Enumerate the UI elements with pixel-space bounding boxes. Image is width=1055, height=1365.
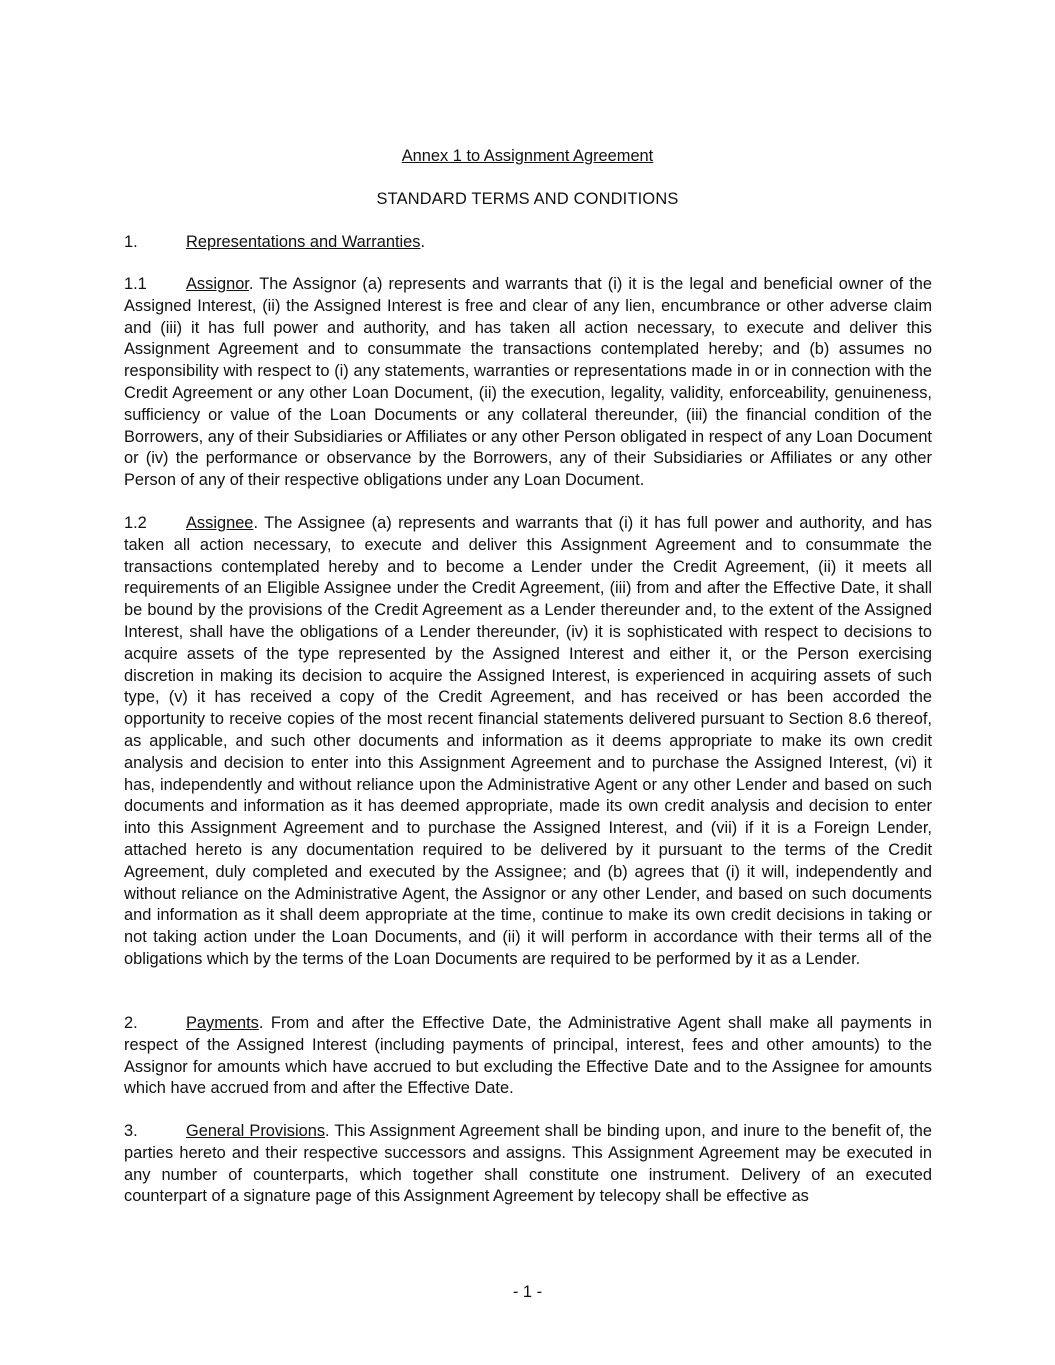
annex-title: Annex 1 to Assignment Agreement — [401, 147, 654, 165]
section-heading: Payments — [186, 1014, 259, 1032]
section-number: 3. — [124, 1122, 138, 1140]
section-2 — [124, 1013, 932, 1100]
section-heading: General Provisions — [186, 1122, 326, 1140]
section-heading: Representations and Warranties — [186, 233, 421, 251]
section-number: 1.1 — [124, 275, 147, 293]
section-body: . The Assignor (a) represents and warrants that (i) it is the legal and beneficial owner of the Assigned Interest, (ii) the Assigned Interest is free and clear of any lien, encumbrance or other adverse claim and (iii) it has full power and authority, and has taken all action necessary, to execute and deliver this Assignment Agreement and to consummate the transactions contemplated hereby; and (b) assumes no responsibility with respect to (i) any statements, warranties or representations made in or in connection with the Credit Agreement or any other Loan Document, (ii) the execution, legality, validity, enforceability, genuineness, sufficiency or value of the Loan Documents or any collateral thereunder, (iii) the financial condition of the Borrowers, any of their Subsidiaries or Affiliates or any other Person obligated in respect of any Loan Document or (iv) the performance or observance by the Borrowers, any of their Subsidiaries or Affiliates or any other Person of any of their respective obligations under any Loan Document. — [124, 275, 932, 490]
section-body: . This Assignment Agreement shall be binding upon, and inure to the benefit of, the parties hereto and their respective successors and assigns. This Assignment Agreement may be executed in any number of counterparts, which together shall constitute one instrument. Delivery of an executed counterpart of a signature page of this Assignment Agreement by telecopy shall be effective as — [124, 1122, 932, 1206]
page-number: - 1 - — [512, 1283, 543, 1301]
section-1 — [124, 232, 932, 254]
section-1-1 — [124, 274, 932, 492]
section-number: 1. — [124, 233, 138, 251]
section-number: 1.2 — [124, 514, 147, 532]
section-1-2 — [124, 513, 932, 971]
section-heading: Assignor — [186, 275, 249, 293]
section-number: 2. — [124, 1014, 138, 1032]
section-3 — [124, 1121, 932, 1208]
section-body: . The Assignee (a) represents and warrants that (i) it has full power and authority, and has taken all action necessary, to execute and deliver this Assignment Agreement and to consummate the transactions contemplated hereby and to become a Lender under the Credit Agreement, (ii) it meets all requirements of an Eligible Assignee under the Credit Agreement, (iii) from and after the Effective Date, it shall be bound by the provisions of the Credit Agreement as a Lender thereunder and, to the extent of the Assigned Interest, shall have the obligations of a Lender thereunder, (iv) it is sophisticated with respect to decisions to acquire assets of the type represented by the Assigned Interest and either it, or the Person exercising discretion in making its decision to acquire the Assigned Interest, is experienced in acquiring assets of such type, (v) it has received a copy of the Credit Agreement, and has received or has been accorded the opportunity to receive copies of the most recent financial statements delivered pursuant to Section 8.6 thereof, as applicable, and such other documents and information as it deems appropriate to make its own credit analysis and decision to enter into this Assignment Agreement and to purchase the Assigned Interest, (vi) it has, independently and without reliance upon the Administrative Agent or any other Lender and based on such documents and information as it has deemed appropriate, made its own credit analysis and decision to enter into this Assignment Agreement and to purchase the Assigned Interest, and (vii) if it is a Foreign Lender, attached hereto is any documentation required to be delivered by it pursuant to the terms of the Credit Agreement, duly completed and executed by the Assignee; and (b) agrees that (i) it will, independently and without reliance on the Administrative Agent, the Assignor or any other Lender, and based on such documents and information as it shall deem appropriate at the time, continue to make its own credit decisions in taking or not taking action under the Loan Documents, and (ii) it will perform in accordance with their terms all of the obligations which by the terms of the Loan Documents are required to be performed by it as a Lender. — [124, 514, 932, 968]
document-title: STANDARD TERMS AND CONDITIONS — [376, 190, 679, 208]
section-heading-punct: . — [420, 233, 426, 251]
section-heading: Assignee — [186, 514, 254, 532]
section-body: . From and after the Effective Date, the Administrative Agent shall make all payments in respect of the Assigned Interest (including payments of principal, interest, fees and other amounts) to the Assignor for amounts which have accrued to but excluding the Effective Date and to the Assignee for amounts which have accrued from and after the Effective Date. — [124, 1014, 932, 1098]
